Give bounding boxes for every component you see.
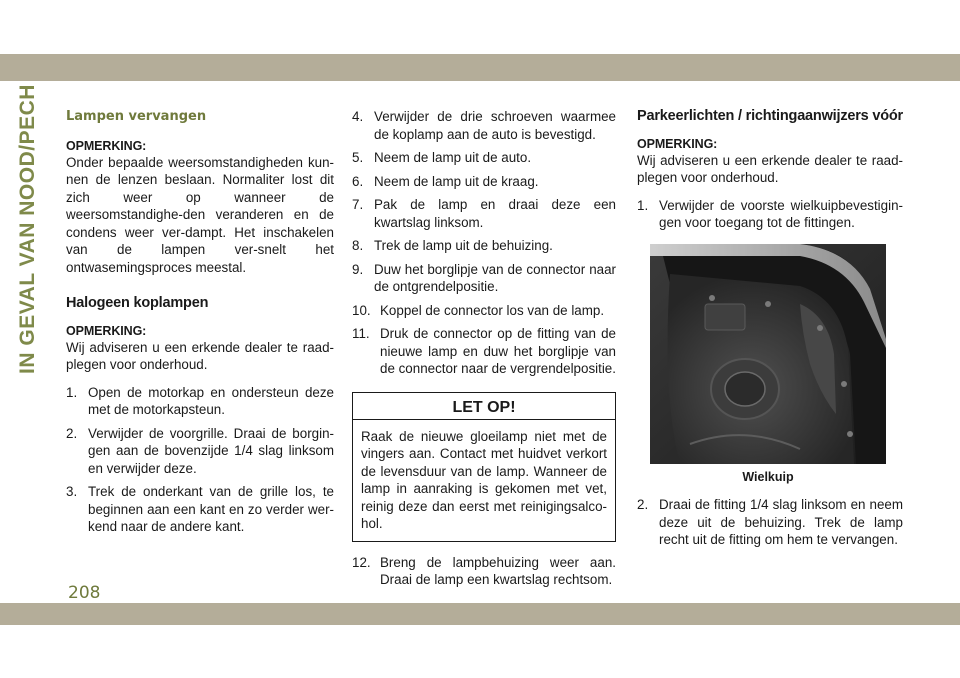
list-item: 10. Koppel de connector los van de lamp. (352, 302, 605, 318)
column-1 (66, 108, 334, 542)
list-item: 2. Verwijder de voorgrille. Draai de borgin-gen aan de bovenzijde 1/4 slag linksom en verwijder deze. (66, 425, 334, 476)
footer-band (0, 603, 960, 625)
list-item: 9. Duw het borglipje van de connector naar de ontgrendelpositie. (352, 261, 616, 294)
list-item: 2. Draai de fitting 1/4 slag linksom en neem deze uit de behuizing. Trek de lamp recht uit de fitting om hem te vervangen. (637, 497, 903, 547)
list-item: 7. Pak de lamp en draai deze een kwartslag linksom. (352, 197, 616, 230)
list-item: 1. Verwijder de voorste wielkuipbevestigin-gen voor toegang tot de fittingen. (637, 197, 903, 230)
note-text: Wij adviseren u een erkende dealer te raad-plegen voor onderhoud. (66, 339, 334, 372)
list-item: 4. Verwijder de drie schroeven waarmee de koplamp aan de auto is bevestigd. (352, 109, 616, 142)
steps-list (66, 384, 334, 536)
list-item: 12. Breng de lampbehuizing weer aan. Draai de lamp een kwartslag rechtsom. (352, 554, 616, 587)
note-label: OPMERKING: (637, 136, 718, 151)
side-tab-label: IN GEVAL VAN NOOD/PECH (16, 84, 39, 374)
list-item: 8. Trek de lamp uit de behuizing. (352, 238, 553, 253)
list-item: 11. Druk de connector op de fitting van de nieuwe lamp en duw het borglipje van de connector naar de vergrendelpositie. (352, 326, 616, 376)
steps-list (637, 197, 903, 232)
list-item: 1. Open de motorkap en ondersteun deze met de motorkapsteun. (66, 384, 334, 417)
note-label: OPMERKING: (66, 138, 147, 153)
list-item: 5. Neem de lamp uit de auto. (352, 150, 532, 165)
steps-list (352, 108, 616, 296)
caution-title: LET OP! (353, 393, 615, 420)
note-text: Wij adviseren u een erkende dealer te raad-plegen voor onderhoud. (637, 152, 903, 185)
column-2 (352, 108, 616, 595)
note-label: OPMERKING: (66, 323, 147, 338)
steps-list (352, 302, 616, 378)
caution-text: Raak de nieuwe gloeilamp niet met de vingers aan. Contact met huidvet verkort de levensduur van de lamp. Wanneer de lamp in aanraking is gekomen met vet, reinig deze dan eerst met reinigingsalco-hol. (361, 428, 607, 531)
photo-caption: Wielkuip (742, 469, 794, 484)
steps-list (352, 554, 616, 589)
side-tab (8, 84, 48, 374)
section-title-parkeerlichten: Parkeerlichten / richtingaanwijzers vóór (637, 108, 903, 124)
caution-box (352, 392, 616, 542)
list-item: 6. Neem de lamp uit de kraag. (352, 173, 539, 189)
steps-list (637, 496, 903, 549)
wheel-well-photo (650, 244, 886, 464)
wheel-well-illustration (650, 244, 886, 464)
page-number: 208 (68, 583, 101, 603)
list-item: 3. Trek de onderkant van de grille los, te beginnen aan een kant en zo verder wer-kend naar de andere kant. (66, 484, 334, 534)
header-band (0, 54, 960, 81)
section-title-halogeen: Halogeen koplampen (66, 295, 209, 311)
note-text: Onder bepaalde weersomstandigheden kun-nen de lenzen beslaan. Normaliter lost dit zich weer op wanneer de weersomstandighe-den veranderen en de condens weer ver-dampt. Het inschakelen van de lampen ver-snelt het ontwasemingsproces meestal. (66, 154, 334, 275)
section-title-lampen-vervangen: Lampen vervangen (66, 109, 207, 124)
column-3 (637, 108, 903, 555)
